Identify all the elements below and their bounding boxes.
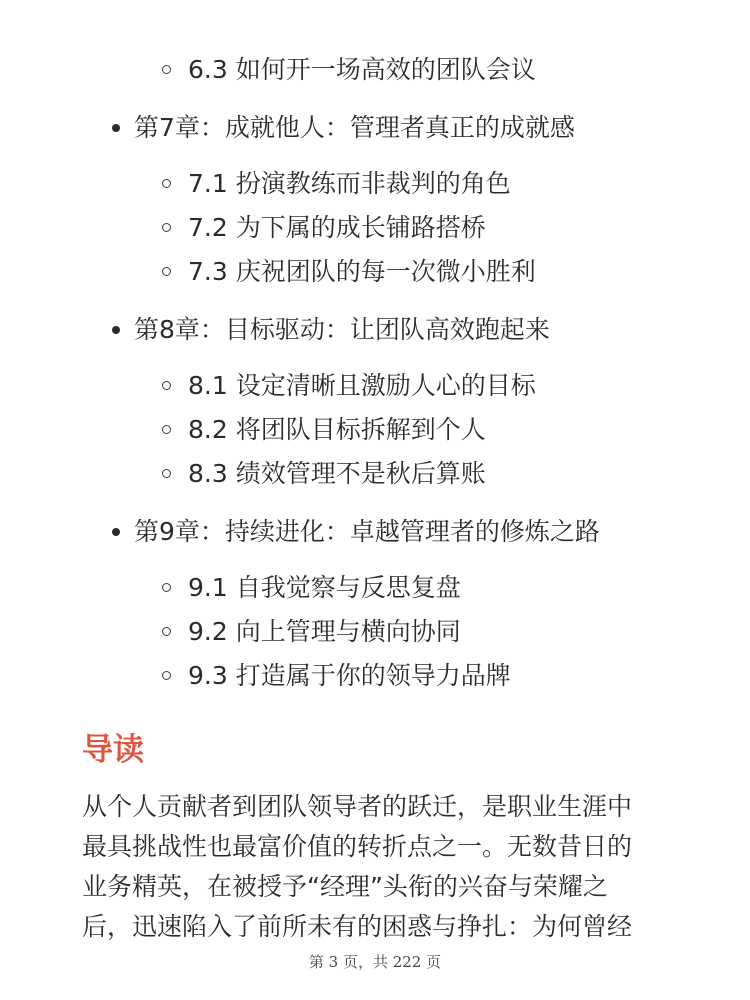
circle-bullet-icon — [162, 223, 171, 232]
toc-section-label: 7.1 扮演教练而非裁判的角色 — [188, 169, 511, 198]
toc-chapter-label: 第8章：目标驱动：让团队高效跑起来 — [134, 315, 550, 344]
toc-chapter-label: 第7章：成就他人：管理者真正的成就感 — [134, 113, 575, 142]
toc-section-label: 8.2 将团队目标拆解到个人 — [188, 415, 486, 444]
toc-chapter-label: 第9章：持续进化：卓越管理者的修炼之路 — [134, 517, 600, 546]
toc-section-label: 9.3 打造属于你的领导力品牌 — [188, 661, 511, 690]
paragraph-line: 最具挑战性也最富价值的转折点之一。无数昔日的 — [82, 832, 633, 861]
paragraph-line: 后，迅速陷入了前所未有的困惑与挣扎：为何曾经 — [82, 912, 633, 941]
circle-bullet-icon — [162, 671, 171, 680]
toc-section-label: 7.2 为下属的成长铺路搭桥 — [188, 213, 486, 242]
dot-bullet-icon — [112, 326, 120, 334]
circle-bullet-icon — [162, 65, 171, 74]
circle-bullet-icon — [162, 469, 171, 478]
dot-bullet-icon — [112, 528, 120, 536]
toc-section-label: 6.3 如何开一场高效的团队会议 — [188, 55, 536, 84]
circle-bullet-icon — [162, 179, 171, 188]
toc-section-label: 7.3 庆祝团队的每一次微小胜利 — [188, 257, 536, 286]
paragraph-line: 从个人贡献者到团队领导者的跃迁，是职业生涯中 — [82, 792, 633, 821]
dot-bullet-icon — [112, 124, 120, 132]
circle-bullet-icon — [162, 267, 171, 276]
toc-section-label: 8.3 绩效管理不是秋后算账 — [188, 459, 486, 488]
section-heading: 导读 — [82, 732, 144, 768]
page-number-footer: 第 3 页，共 222 页 — [308, 953, 442, 971]
toc-section-label: 9.2 向上管理与横向协同 — [188, 617, 461, 646]
toc-section-label: 9.1 自我觉察与反思复盘 — [188, 573, 461, 602]
paragraph-line: 业务精英，在被授予“经理”头衔的兴奋与荣耀之 — [82, 872, 608, 901]
circle-bullet-icon — [162, 583, 171, 592]
toc-section-label: 8.1 设定清晰且激励人心的目标 — [188, 371, 536, 400]
circle-bullet-icon — [162, 381, 171, 390]
circle-bullet-icon — [162, 425, 171, 434]
circle-bullet-icon — [162, 627, 171, 636]
